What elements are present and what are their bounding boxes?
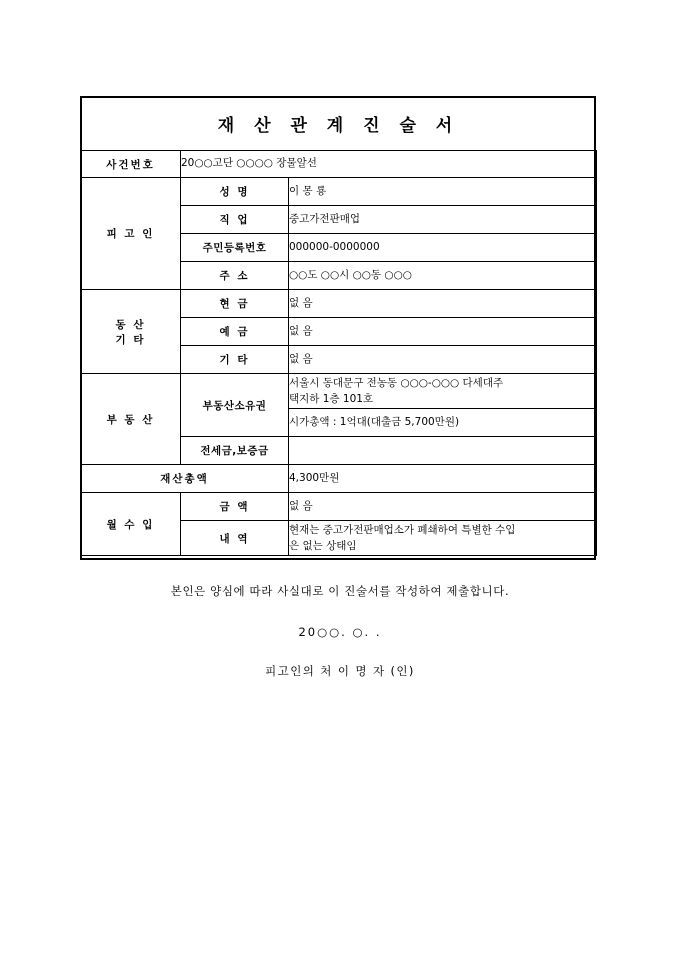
savings-label: 예 금 [181, 318, 289, 346]
defendant-id-label: 주민등록번호 [181, 234, 289, 262]
realestate-ownership-value [289, 374, 597, 409]
defendant-job-label: 직 업 [181, 206, 289, 234]
defendant-id-value: 000000-0000000 [289, 234, 597, 262]
other-movables-value: 없 음 [289, 346, 597, 374]
table-row-defendant-name [81, 178, 597, 206]
case-number-label: 사건번호 [81, 151, 181, 178]
total-assets-value: 4,300만원 [289, 465, 597, 493]
document-title: 재 산 관 계 진 술 서 [81, 96, 597, 151]
movables-label-line1: 동 산 [115, 318, 146, 331]
movables-label-line2: 기 타 [115, 333, 146, 346]
monthly-income-amount-value: 없 음 [289, 493, 597, 521]
other-movables-label: 기 타 [181, 346, 289, 374]
defendant-label: 피 고 인 [81, 178, 181, 290]
property-statement-table [80, 96, 597, 556]
defendant-name-value: 이 몽 룡 [289, 178, 597, 206]
closing-date: 20○○. ○. . [298, 625, 382, 639]
table-row-monthly-income-amount [81, 493, 597, 521]
cash-label: 현 금 [181, 290, 289, 318]
defendant-address-label: 주 소 [181, 262, 289, 290]
monthly-income-detail-value [289, 521, 597, 556]
table-row-title [81, 96, 597, 151]
table-row-cash [81, 290, 597, 318]
monthly-income-amount-label: 금 액 [181, 493, 289, 521]
closing-signature: 피고인의 처 이 명 자 (인) [265, 664, 415, 678]
closing-statement: 본인은 양심에 따라 사실대로 이 진술서를 작성하여 제출합니다. [170, 584, 510, 598]
case-number-value: 20○○고단 ○○○○ 장물알선 [181, 151, 597, 178]
realestate-ownership-label: 부동산소유권 [181, 374, 289, 437]
monthly-income-detail-label: 내 역 [181, 521, 289, 556]
realestate-market-value: 시가총액 : 1억대(대출금 5,700만원) [289, 409, 597, 437]
monthly-income-label: 월 수 입 [81, 493, 181, 556]
savings-value: 없 음 [289, 318, 597, 346]
defendant-job-value: 중고가전판매업 [289, 206, 597, 234]
realestate-address-line1: 서울시 동대문구 전농동 ○○○-○○○ 다세대주 [289, 376, 504, 389]
realestate-address-line2: 택지하 1층 101호 [289, 393, 374, 405]
movables-label [81, 290, 181, 374]
defendant-name-label: 성 명 [181, 178, 289, 206]
total-assets-label: 재산총액 [81, 465, 289, 493]
monthly-income-detail-line1: 현재는 중고가전판매업소가 폐쇄하여 특별한 수입 [289, 523, 516, 536]
table-row-total-assets [81, 465, 597, 493]
defendant-address-value: ○○도 ○○시 ○○동 ○○○ [289, 262, 597, 290]
realestate-label: 부 동 산 [81, 374, 181, 465]
deposit-guarantee-label: 전세금,보증금 [181, 437, 289, 465]
table-row-realestate-ownership [81, 374, 597, 409]
cash-value: 없 음 [289, 290, 597, 318]
deposit-guarantee-value [289, 437, 597, 465]
table-row-case-number [81, 151, 597, 178]
monthly-income-detail-line2: 은 없는 상태임 [289, 540, 357, 552]
